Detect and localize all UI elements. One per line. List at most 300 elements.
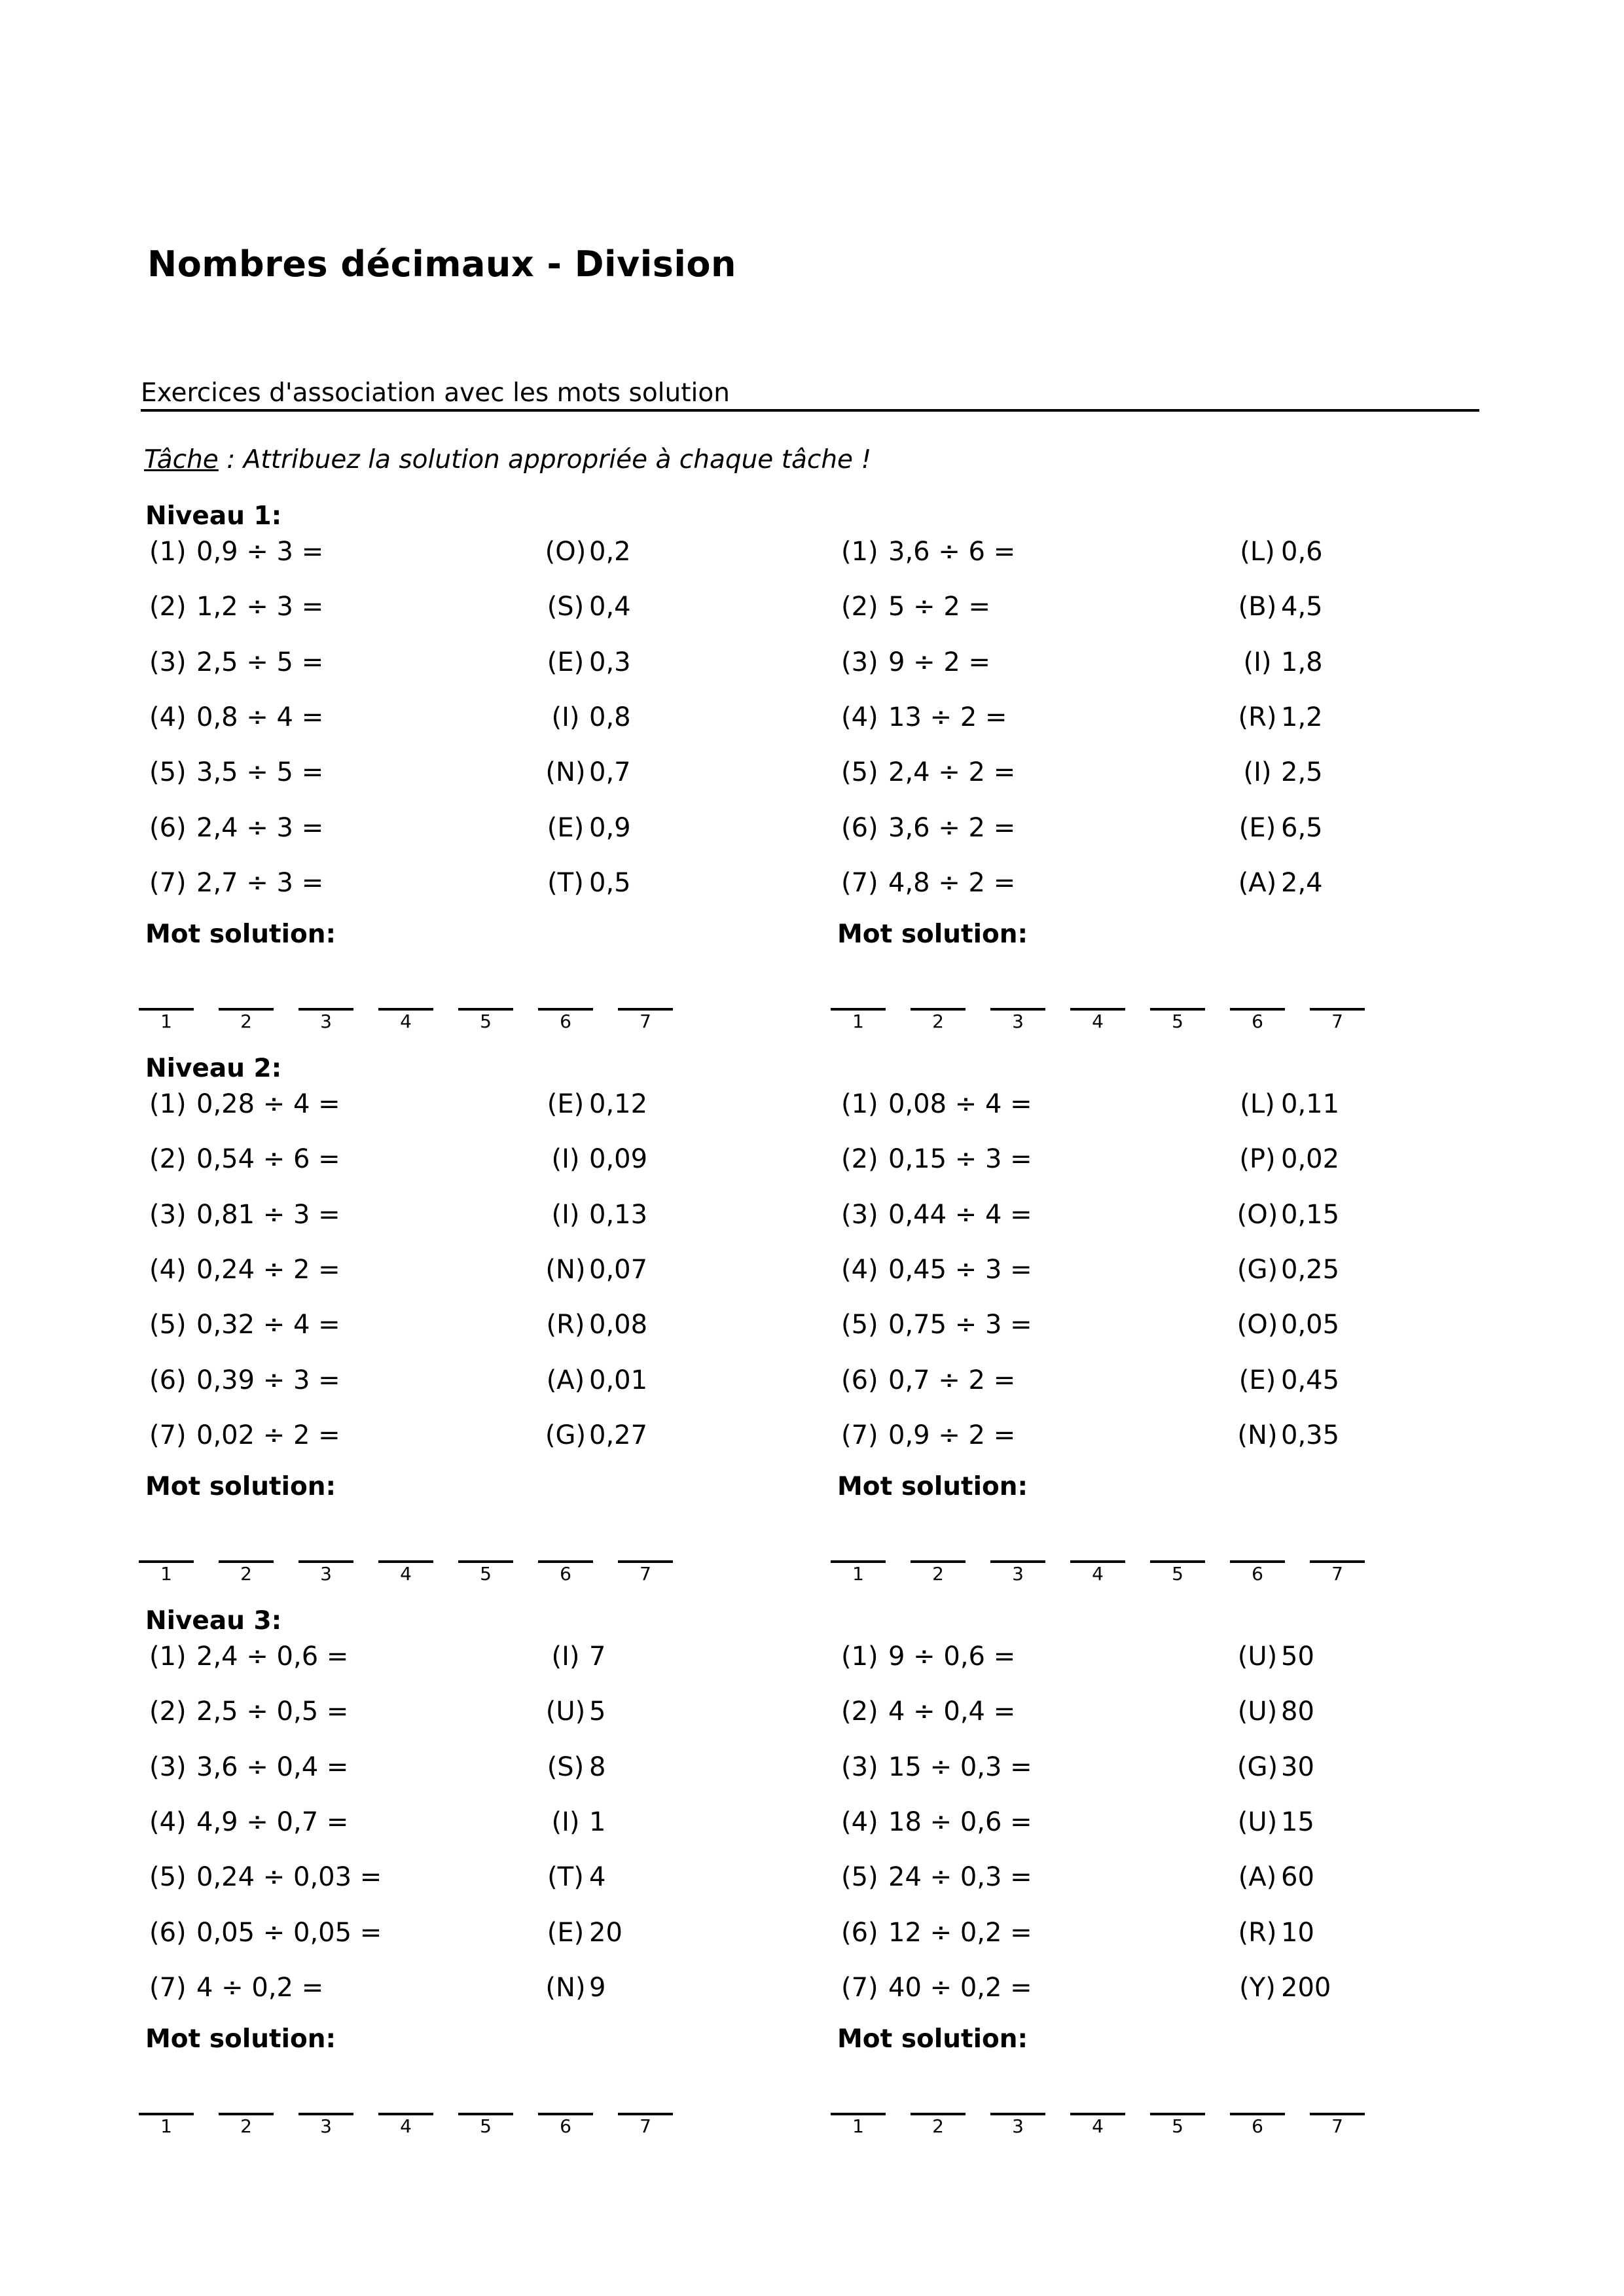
answer-option bbox=[542, 1752, 605, 1782]
answer-letter: (A) bbox=[546, 1365, 585, 1395]
task-row bbox=[841, 647, 990, 677]
task-number: (6) bbox=[149, 812, 187, 843]
task-row bbox=[149, 647, 323, 677]
task-number: (7) bbox=[841, 1972, 878, 2003]
answer-option bbox=[1234, 647, 1323, 677]
solution-letter-blank[interactable]: 5 bbox=[458, 1008, 513, 1035]
task-expression: 40 ÷ 0,2 = bbox=[888, 1972, 1032, 2003]
solution-letter-blank[interactable]: 4 bbox=[378, 1008, 433, 1035]
answer-value: 0,11 bbox=[1281, 1089, 1340, 1119]
task-number: (5) bbox=[841, 1310, 878, 1340]
task-number: (1) bbox=[149, 1641, 187, 1672]
answer-option bbox=[542, 1365, 647, 1395]
answer-value: 0,25 bbox=[1281, 1254, 1340, 1285]
task-number: (4) bbox=[841, 1806, 878, 1837]
solution-letter-blank[interactable]: 5 bbox=[458, 2113, 513, 2140]
answer-value: 0,5 bbox=[589, 867, 631, 898]
answer-letter: (T) bbox=[547, 1862, 584, 1893]
task-number: (7) bbox=[841, 1420, 878, 1450]
task-expression: 0,28 ÷ 4 = bbox=[196, 1089, 340, 1119]
task-row bbox=[841, 757, 1015, 787]
answer-option bbox=[1234, 1200, 1339, 1230]
answer-value: 0,08 bbox=[589, 1310, 648, 1340]
solution-letter-blank[interactable]: 6 bbox=[538, 1008, 593, 1035]
answer-option bbox=[542, 1696, 605, 1727]
answer-letter: (O) bbox=[545, 537, 586, 567]
task-number: (7) bbox=[841, 867, 878, 898]
task-number: (7) bbox=[149, 1420, 187, 1450]
solution-letter-blank[interactable]: 2 bbox=[219, 2113, 274, 2140]
task-number: (6) bbox=[841, 812, 878, 843]
solution-letter-blank[interactable]: 3 bbox=[990, 2113, 1045, 2140]
answer-option bbox=[542, 647, 631, 677]
solution-letter-blank[interactable]: 4 bbox=[378, 2113, 433, 2140]
answer-option bbox=[1234, 1255, 1339, 1285]
answer-letter: (I) bbox=[551, 1806, 580, 1837]
solution-letter-blank[interactable]: 6 bbox=[1230, 1008, 1285, 1035]
answer-letter: (N) bbox=[545, 1254, 586, 1285]
level-title: Niveau 3: bbox=[145, 1606, 282, 1636]
task-row bbox=[149, 1200, 340, 1230]
task-number: (2) bbox=[149, 1696, 187, 1727]
solution-letter-blank[interactable]: 7 bbox=[618, 2113, 673, 2140]
answer-letter: (E) bbox=[547, 812, 585, 843]
task-number: (7) bbox=[149, 867, 187, 898]
task-expression: 0,24 ÷ 0,03 = bbox=[196, 1862, 382, 1893]
task-expression: 2,5 ÷ 0,5 = bbox=[196, 1696, 349, 1727]
task-number: (4) bbox=[149, 1806, 187, 1837]
answer-value: 8 bbox=[589, 1751, 606, 1782]
answer-letter: (E) bbox=[547, 1917, 585, 1948]
task-number: (1) bbox=[841, 1089, 878, 1119]
answer-value: 2,5 bbox=[1281, 757, 1323, 788]
solution-letter-blank[interactable]: 4 bbox=[378, 1560, 433, 1588]
answer-letter: (Y) bbox=[1239, 1972, 1276, 2003]
solution-letter-blank[interactable]: 6 bbox=[1230, 2113, 1285, 2140]
task-number: (5) bbox=[841, 1862, 878, 1893]
task-expression: 2,4 ÷ 2 = bbox=[888, 757, 1016, 788]
answer-letter: (U) bbox=[545, 1696, 586, 1727]
answer-letter: (L) bbox=[1240, 1089, 1275, 1119]
answer-value: 20 bbox=[589, 1917, 623, 1948]
answer-option bbox=[542, 1641, 605, 1672]
answer-letter: (I) bbox=[551, 702, 580, 732]
solution-letter-blank[interactable]: 3 bbox=[298, 1560, 353, 1588]
answer-value: 60 bbox=[1281, 1862, 1314, 1893]
task-number: (3) bbox=[841, 1199, 878, 1230]
task-row bbox=[841, 1365, 1015, 1395]
task-number: (4) bbox=[841, 1254, 878, 1285]
task-row bbox=[149, 1365, 340, 1395]
answer-value: 0,15 bbox=[1281, 1199, 1340, 1230]
answer-option bbox=[1234, 1973, 1331, 2003]
task-number: (5) bbox=[149, 1862, 187, 1893]
answer-option bbox=[542, 1862, 605, 1892]
answer-value: 2,4 bbox=[1281, 867, 1323, 898]
answer-option bbox=[542, 1200, 647, 1230]
answer-letter: (R) bbox=[546, 1310, 585, 1340]
answer-option bbox=[542, 868, 631, 898]
task-number: (4) bbox=[149, 1254, 187, 1285]
answer-value: 80 bbox=[1281, 1696, 1314, 1727]
answer-value: 5 bbox=[589, 1696, 606, 1727]
solution-letter-blank[interactable]: 1 bbox=[831, 1560, 886, 1588]
task-number: (2) bbox=[841, 1144, 878, 1175]
answer-value: 0,9 bbox=[589, 812, 631, 843]
answer-value: 50 bbox=[1281, 1641, 1314, 1672]
answer-letter: (A) bbox=[1238, 1862, 1277, 1893]
task-row bbox=[841, 1752, 1032, 1782]
answer-letter: (U) bbox=[1237, 1641, 1278, 1672]
task-row bbox=[149, 1089, 340, 1119]
solution-word-label: Mot solution: bbox=[145, 1472, 336, 1501]
task-number: (1) bbox=[149, 1089, 187, 1119]
answer-option bbox=[542, 1310, 647, 1340]
answer-option bbox=[542, 1144, 647, 1174]
task-number: (2) bbox=[841, 592, 878, 622]
task-expression: 12 ÷ 0,2 = bbox=[888, 1917, 1032, 1948]
task-expression: 1,2 ÷ 3 = bbox=[196, 592, 324, 622]
page-title: Nombres décimaux - Division bbox=[147, 243, 736, 285]
answer-letter: (U) bbox=[1237, 1696, 1278, 1727]
answer-option bbox=[1234, 702, 1323, 732]
answer-value: 0,07 bbox=[589, 1254, 648, 1285]
solution-letter-blank[interactable]: 2 bbox=[911, 2113, 965, 2140]
task-row bbox=[841, 1807, 1032, 1837]
answer-letter: (N) bbox=[545, 1972, 586, 2003]
task-number: (1) bbox=[841, 537, 878, 567]
task-number: (2) bbox=[841, 1696, 878, 1727]
level-title: Niveau 2: bbox=[145, 1054, 282, 1083]
solution-letter-blank[interactable]: 4 bbox=[1070, 2113, 1125, 2140]
task-number: (7) bbox=[149, 1972, 187, 2003]
answer-value: 7 bbox=[589, 1641, 606, 1672]
task-expression: 2,4 ÷ 0,6 = bbox=[196, 1641, 349, 1672]
answer-value: 0,35 bbox=[1281, 1420, 1340, 1450]
solution-letter-blank[interactable]: 3 bbox=[990, 1008, 1045, 1035]
solution-letter-blank[interactable]: 3 bbox=[990, 1560, 1045, 1588]
answer-option bbox=[1234, 1918, 1314, 1948]
task-row bbox=[149, 1918, 382, 1948]
task-number: (3) bbox=[149, 1751, 187, 1782]
task-expression: 2,4 ÷ 3 = bbox=[196, 812, 324, 843]
task-number: (5) bbox=[149, 757, 187, 788]
answer-letter: (P) bbox=[1239, 1144, 1276, 1175]
task-row bbox=[841, 592, 990, 622]
answer-letter: (E) bbox=[547, 1089, 585, 1119]
answer-value: 1,8 bbox=[1281, 647, 1323, 677]
task-row bbox=[149, 1144, 340, 1174]
answer-letter: (N) bbox=[1237, 1420, 1278, 1450]
answer-letter: (L) bbox=[1240, 537, 1275, 567]
task-expression: 15 ÷ 0,3 = bbox=[888, 1751, 1032, 1782]
answer-value: 0,2 bbox=[589, 537, 631, 567]
solution-letter-blank[interactable]: 2 bbox=[911, 1008, 965, 1035]
solution-letter-blank[interactable]: 7 bbox=[1310, 1008, 1365, 1035]
answer-value: 6,5 bbox=[1281, 812, 1323, 843]
task-row bbox=[841, 1420, 1015, 1450]
answer-option bbox=[1234, 1807, 1314, 1837]
task-row bbox=[841, 1310, 1032, 1340]
answer-letter: (B) bbox=[1238, 592, 1277, 622]
answer-value: 0,6 bbox=[1281, 537, 1323, 567]
solution-letter-blank[interactable]: 2 bbox=[219, 1008, 274, 1035]
answer-letter: (A) bbox=[1238, 867, 1277, 898]
solution-letter-blank[interactable]: 6 bbox=[538, 2113, 593, 2140]
task-expression: 4,8 ÷ 2 = bbox=[888, 867, 1016, 898]
task-expression: 0,39 ÷ 3 = bbox=[196, 1365, 340, 1395]
solution-letter-blank[interactable]: 5 bbox=[1150, 1560, 1205, 1588]
answer-option bbox=[542, 1807, 605, 1837]
solution-letter-blank[interactable]: 7 bbox=[618, 1560, 673, 1588]
answer-value: 4 bbox=[589, 1862, 606, 1893]
task-expression: 3,6 ÷ 2 = bbox=[888, 812, 1016, 843]
answer-value: 1 bbox=[589, 1806, 606, 1837]
answer-letter: (S) bbox=[547, 592, 585, 622]
answer-letter: (R) bbox=[1238, 1917, 1277, 1948]
task-expression: 9 ÷ 2 = bbox=[888, 647, 991, 677]
task-expression: 0,8 ÷ 4 = bbox=[196, 702, 324, 732]
task-number: (6) bbox=[149, 1917, 187, 1948]
answer-letter: (G) bbox=[1236, 1751, 1278, 1782]
answer-letter: (S) bbox=[547, 1751, 585, 1782]
solution-letter-blank[interactable]: 7 bbox=[618, 1008, 673, 1035]
solution-letter-blank[interactable]: 3 bbox=[298, 2113, 353, 2140]
task-expression: 3,5 ÷ 5 = bbox=[196, 757, 324, 788]
task-number: (3) bbox=[841, 647, 878, 677]
task-expression: 2,5 ÷ 5 = bbox=[196, 647, 324, 677]
solution-letter-blank[interactable]: 1 bbox=[831, 2113, 886, 2140]
task-expression: 0,15 ÷ 3 = bbox=[888, 1144, 1032, 1175]
task-number: (3) bbox=[149, 1199, 187, 1230]
task-row bbox=[841, 813, 1015, 843]
answer-option bbox=[1234, 1420, 1339, 1450]
answer-value: 9 bbox=[589, 1972, 606, 2003]
task-number: (5) bbox=[149, 1310, 187, 1340]
task-expression: 9 ÷ 0,6 = bbox=[888, 1641, 1016, 1672]
solution-letter-blank[interactable]: 2 bbox=[911, 1560, 965, 1588]
answer-letter: (E) bbox=[1238, 1365, 1276, 1395]
task-expression: 0,45 ÷ 3 = bbox=[888, 1254, 1032, 1285]
task-number: (1) bbox=[841, 1641, 878, 1672]
answer-value: 200 bbox=[1281, 1972, 1331, 2003]
solution-word-label: Mot solution: bbox=[837, 2024, 1028, 2054]
task-number: (2) bbox=[149, 592, 187, 622]
task-expression: 24 ÷ 0,3 = bbox=[888, 1862, 1032, 1893]
task-expression: 3,6 ÷ 0,4 = bbox=[196, 1751, 349, 1782]
task-row bbox=[149, 1641, 348, 1672]
task-row bbox=[841, 1255, 1032, 1285]
answer-value: 0,3 bbox=[589, 647, 631, 677]
solution-letter-blank[interactable]: 2 bbox=[219, 1560, 274, 1588]
task-row bbox=[841, 868, 1015, 898]
solution-letter-blank[interactable]: 7 bbox=[1310, 2113, 1365, 2140]
task-number: (3) bbox=[841, 1751, 878, 1782]
answer-value: 0,45 bbox=[1281, 1365, 1340, 1395]
answer-option bbox=[1234, 1310, 1339, 1340]
solution-letter-blank[interactable]: 1 bbox=[139, 2113, 194, 2140]
answer-option bbox=[542, 592, 631, 622]
solution-letter-blank[interactable]: 4 bbox=[1070, 1560, 1125, 1588]
task-number: (3) bbox=[149, 647, 187, 677]
answer-value: 4,5 bbox=[1281, 592, 1323, 622]
task-row bbox=[149, 537, 323, 567]
answer-letter: (I) bbox=[1243, 647, 1272, 677]
answer-value: 15 bbox=[1281, 1806, 1314, 1837]
answer-option bbox=[1234, 868, 1323, 898]
answer-option bbox=[542, 1089, 647, 1119]
answer-option bbox=[542, 1973, 605, 2003]
solution-letter-blank[interactable]: 3 bbox=[298, 1008, 353, 1035]
task-row bbox=[841, 537, 1015, 567]
task-number: (6) bbox=[841, 1917, 878, 1948]
task-expression: 0,44 ÷ 4 = bbox=[888, 1199, 1032, 1230]
answer-letter: (N) bbox=[545, 757, 586, 788]
task-number: (6) bbox=[149, 1365, 187, 1395]
answer-letter: (I) bbox=[551, 1641, 580, 1672]
answer-letter: (I) bbox=[1243, 757, 1272, 788]
task-expression: 4,9 ÷ 0,7 = bbox=[196, 1806, 349, 1837]
answer-letter: (O) bbox=[1236, 1199, 1278, 1230]
solution-word-label: Mot solution: bbox=[837, 1472, 1028, 1501]
task-label: Tâche bbox=[144, 445, 219, 475]
answer-option bbox=[542, 1918, 623, 1948]
answer-value: 10 bbox=[1281, 1917, 1314, 1948]
task-row bbox=[149, 757, 323, 787]
task-row bbox=[841, 1144, 1032, 1174]
solution-letter-blank[interactable]: 5 bbox=[1150, 1008, 1205, 1035]
solution-letter-blank[interactable]: 5 bbox=[458, 1560, 513, 1588]
solution-word-label: Mot solution: bbox=[145, 2024, 336, 2054]
task-row bbox=[841, 1918, 1032, 1948]
answer-option bbox=[1234, 1144, 1339, 1174]
answer-value: 0,8 bbox=[589, 702, 631, 732]
answer-option bbox=[542, 1420, 647, 1450]
solution-letter-blank[interactable]: 1 bbox=[831, 1008, 886, 1035]
task-expression: 2,7 ÷ 3 = bbox=[196, 867, 324, 898]
task-row bbox=[149, 1973, 323, 2003]
answer-option bbox=[1234, 537, 1323, 567]
task-expression: 4 ÷ 0,2 = bbox=[196, 1972, 324, 2003]
answer-option bbox=[1234, 1696, 1314, 1727]
task-row bbox=[841, 702, 1007, 732]
task-text: : Attribuez la solution appropriée à chaque tâche ! bbox=[218, 445, 872, 475]
task-expression: 0,81 ÷ 3 = bbox=[196, 1199, 340, 1230]
answer-option bbox=[542, 702, 631, 732]
answer-letter: (G) bbox=[1236, 1254, 1278, 1285]
answer-value: 0,02 bbox=[1281, 1144, 1340, 1175]
task-expression: 0,75 ÷ 3 = bbox=[888, 1310, 1032, 1340]
solution-letter-blank[interactable]: 1 bbox=[139, 1560, 194, 1588]
answer-letter: (O) bbox=[1236, 1310, 1278, 1340]
solution-word-label: Mot solution: bbox=[837, 920, 1028, 949]
answer-letter: (I) bbox=[551, 1144, 580, 1175]
answer-value: 0,09 bbox=[589, 1144, 648, 1175]
task-expression: 0,24 ÷ 2 = bbox=[196, 1254, 340, 1285]
task-row bbox=[149, 702, 323, 732]
answer-letter: (R) bbox=[1238, 702, 1277, 732]
task-number: (1) bbox=[149, 537, 187, 567]
task-expression: 4 ÷ 0,4 = bbox=[888, 1696, 1016, 1727]
answer-value: 0,13 bbox=[589, 1199, 648, 1230]
solution-word-label: Mot solution: bbox=[145, 920, 336, 949]
solution-letter-blank[interactable]: 4 bbox=[1070, 1008, 1125, 1035]
answer-letter: (G) bbox=[545, 1420, 586, 1450]
task-expression: 0,9 ÷ 2 = bbox=[888, 1420, 1016, 1450]
answer-option bbox=[1234, 1862, 1314, 1892]
task-row bbox=[149, 1255, 340, 1285]
answer-letter: (E) bbox=[547, 647, 585, 677]
task-expression: 5 ÷ 2 = bbox=[888, 592, 991, 622]
section-subtitle: Exercices d'association avec les mots solution bbox=[141, 378, 1479, 412]
answer-value: 0,05 bbox=[1281, 1310, 1340, 1340]
task-expression: 18 ÷ 0,6 = bbox=[888, 1806, 1032, 1837]
solution-letter-blank[interactable]: 6 bbox=[1230, 1560, 1285, 1588]
task-number: (2) bbox=[149, 1144, 187, 1175]
answer-option bbox=[1234, 813, 1323, 843]
task-row bbox=[149, 813, 323, 843]
task-expression: 13 ÷ 2 = bbox=[888, 702, 1007, 732]
solution-letter-blank[interactable]: 7 bbox=[1310, 1560, 1365, 1588]
answer-option bbox=[1234, 592, 1323, 622]
answer-value: 0,27 bbox=[589, 1420, 648, 1450]
task-expression: 0,05 ÷ 0,05 = bbox=[196, 1917, 382, 1948]
task-row bbox=[841, 1641, 1015, 1672]
task-row bbox=[841, 1862, 1032, 1892]
answer-option bbox=[1234, 1641, 1314, 1672]
solution-letter-blank[interactable]: 6 bbox=[538, 1560, 593, 1588]
answer-option bbox=[1234, 1365, 1339, 1395]
task-number: (4) bbox=[149, 702, 187, 732]
task-row bbox=[841, 1696, 1015, 1727]
task-expression: 0,02 ÷ 2 = bbox=[196, 1420, 340, 1450]
task-number: (6) bbox=[841, 1365, 878, 1395]
task-row bbox=[149, 1420, 340, 1450]
task-row bbox=[149, 1310, 340, 1340]
answer-letter: (I) bbox=[551, 1199, 580, 1230]
answer-option bbox=[542, 813, 631, 843]
task-expression: 0,9 ÷ 3 = bbox=[196, 537, 324, 567]
answer-option bbox=[1234, 1752, 1314, 1782]
task-row bbox=[149, 592, 323, 622]
answer-option bbox=[1234, 757, 1323, 787]
answer-option bbox=[1234, 1089, 1339, 1119]
solution-letter-blank[interactable]: 1 bbox=[139, 1008, 194, 1035]
answer-letter: (T) bbox=[547, 867, 584, 898]
task-row bbox=[149, 1862, 382, 1892]
task-row bbox=[149, 1696, 348, 1727]
answer-value: 0,01 bbox=[589, 1365, 648, 1395]
answer-option bbox=[542, 1255, 647, 1285]
answer-letter: (U) bbox=[1237, 1806, 1278, 1837]
task-number: (5) bbox=[841, 757, 878, 788]
task-expression: 0,7 ÷ 2 = bbox=[888, 1365, 1016, 1395]
task-expression: 0,32 ÷ 4 = bbox=[196, 1310, 340, 1340]
answer-value: 0,7 bbox=[589, 757, 631, 788]
answer-value: 0,12 bbox=[589, 1089, 648, 1119]
task-row bbox=[149, 868, 323, 898]
task-row bbox=[149, 1752, 348, 1782]
answer-option bbox=[542, 757, 631, 787]
level-title: Niveau 1: bbox=[145, 501, 282, 531]
solution-letter-blank[interactable]: 5 bbox=[1150, 2113, 1205, 2140]
task-instruction bbox=[144, 445, 871, 475]
answer-option bbox=[542, 537, 631, 567]
answer-value: 30 bbox=[1281, 1751, 1314, 1782]
task-row bbox=[841, 1200, 1032, 1230]
task-expression: 0,08 ÷ 4 = bbox=[888, 1089, 1032, 1119]
answer-value: 0,4 bbox=[589, 592, 631, 622]
